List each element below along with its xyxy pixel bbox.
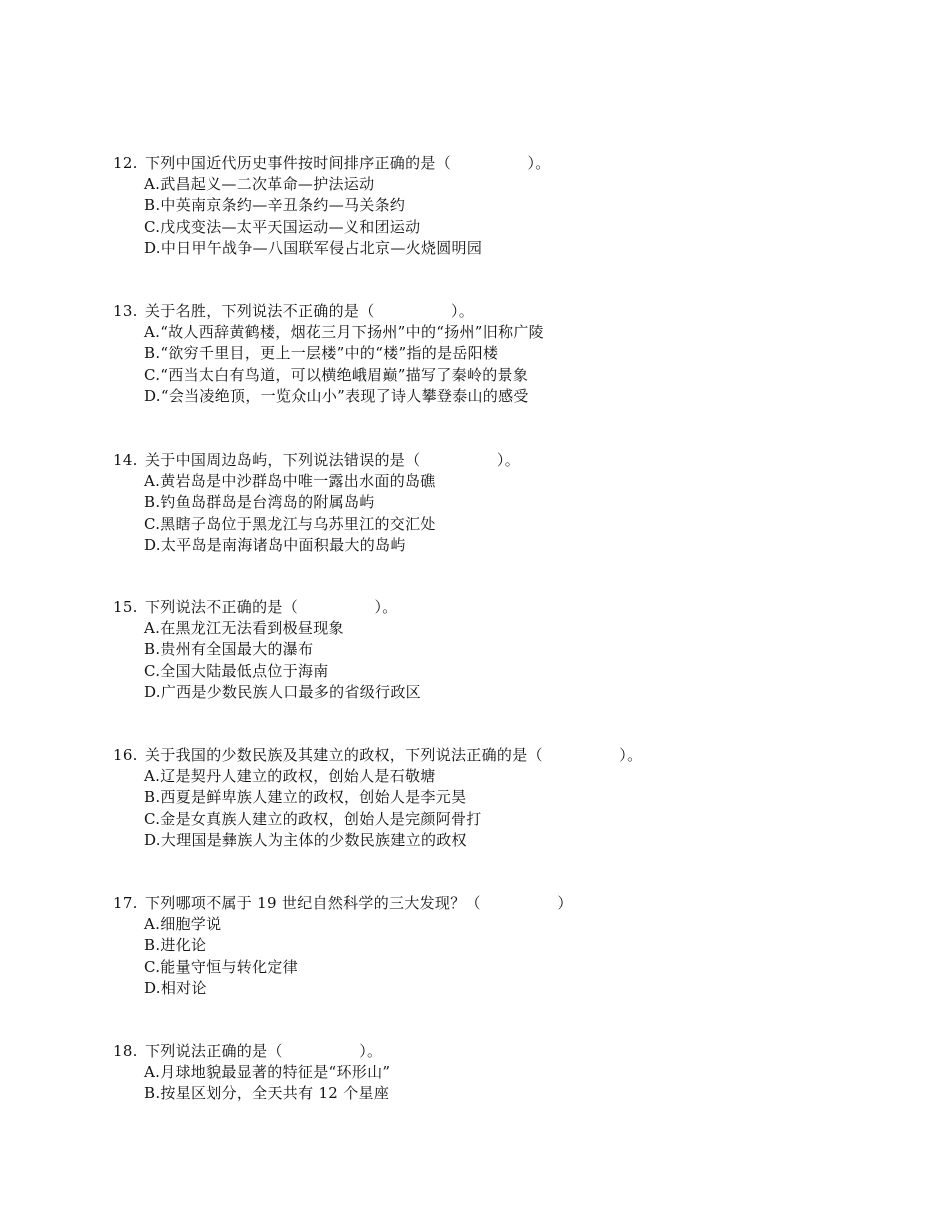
option-list — [144, 1062, 913, 1105]
option-a: A.辽是契丹人建立的政权，创始人是石敬塘 — [144, 767, 436, 785]
option-a: A.细胞学说 — [144, 915, 222, 933]
question-13 — [113, 301, 913, 407]
question-17 — [113, 893, 913, 999]
option-b: B.进化论 — [144, 936, 207, 955]
question-12 — [113, 153, 913, 259]
question-stem — [113, 450, 913, 471]
question-15 — [113, 597, 913, 703]
option-a: A.武昌起义—二次革命—护法运动 — [144, 175, 375, 193]
option-b: B.“欲穷千里目，更上一层楼”中的“楼”指的是岳阳楼 — [144, 344, 499, 363]
option-c: C.戊戌变法—太平天国运动—义和团运动 — [144, 217, 421, 236]
option-c: C.全国大陆最低点位于海南 — [144, 661, 329, 680]
question-number: 15. — [113, 598, 138, 616]
option-a: A.在黑龙江无法看到极昼现象 — [144, 619, 344, 637]
question-14 — [113, 450, 913, 556]
question-number: 16. — [113, 746, 138, 764]
question-number: 18. — [113, 1042, 138, 1060]
question-text: 下列说法正确的是（ ）。 — [145, 1042, 383, 1060]
question-16 — [113, 745, 913, 851]
option-b: B.钓鱼岛群岛是台湾岛的附属岛屿 — [144, 493, 375, 512]
question-stem — [113, 893, 913, 914]
option-d: D.“会当凌绝顶，一览众山小”表现了诗人攀登泰山的感受 — [144, 386, 529, 405]
option-d: D.太平岛是南海诸岛中面积最大的岛屿 — [144, 535, 406, 554]
question-number: 13. — [113, 302, 138, 320]
question-number: 17. — [113, 894, 138, 912]
option-c: C.黑瞎子岛位于黑龙江与乌苏里江的交汇处 — [144, 514, 436, 533]
question-number: 12. — [113, 154, 138, 172]
option-list — [144, 322, 913, 407]
option-list — [144, 766, 913, 851]
option-list — [144, 471, 913, 556]
question-stem — [113, 1041, 913, 1062]
option-d: D.广西是少数民族人口最多的省级行政区 — [144, 682, 421, 701]
option-b: B.按星区划分，全天共有 12 个星座 — [144, 1084, 390, 1103]
question-text: 下列哪项不属于 19 世纪自然科学的三大发现？（ ） — [145, 894, 573, 912]
option-d: D.大理国是彝族人为主体的少数民族建立的政权 — [144, 830, 467, 849]
question-stem — [113, 597, 913, 618]
question-stem — [113, 745, 913, 766]
question-stem — [113, 301, 913, 322]
question-18 — [113, 1041, 913, 1105]
option-d: D.相对论 — [144, 978, 207, 997]
option-d: D.中日甲午战争—八国联军侵占北京—火烧圆明园 — [144, 238, 483, 257]
question-text: 关于名胜，下列说法不正确的是（ ）。 — [145, 302, 475, 320]
option-a: A.黄岩岛是中沙群岛中唯一露出水面的岛礁 — [144, 472, 436, 490]
question-stem — [113, 153, 913, 174]
option-list — [144, 174, 913, 259]
option-list — [144, 618, 913, 703]
option-c: C.“西当太白有鸟道，可以横绝峨眉巅”描写了秦岭的景象 — [144, 365, 529, 384]
option-c: C.金是女真族人建立的政权，创始人是完颜阿骨打 — [144, 809, 482, 828]
option-b: B.贵州有全国最大的瀑布 — [144, 640, 314, 659]
option-b: B.中英南京条约—辛丑条约—马关条约 — [144, 196, 406, 215]
question-number: 14. — [113, 451, 138, 469]
option-a: A.月球地貌最显著的特征是“环形山” — [144, 1063, 391, 1081]
question-text: 关于中国周边岛屿，下列说法错误的是（ ）。 — [145, 451, 521, 469]
option-b: B.西夏是鲜卑族人建立的政权，创始人是李元昊 — [144, 788, 467, 807]
question-text: 下列说法不正确的是（ ）。 — [145, 598, 398, 616]
option-c: C.能量守恒与转化定律 — [144, 957, 299, 976]
question-text: 下列中国近代历史事件按时间排序正确的是（ ）。 — [145, 154, 551, 172]
question-text: 关于我国的少数民族及其建立的政权，下列说法正确的是（ ）。 — [145, 746, 643, 764]
option-list — [144, 914, 913, 999]
option-a: A.“故人西辞黄鹤楼，烟花三月下扬州”中的“扬州”旧称广陵 — [144, 323, 544, 341]
